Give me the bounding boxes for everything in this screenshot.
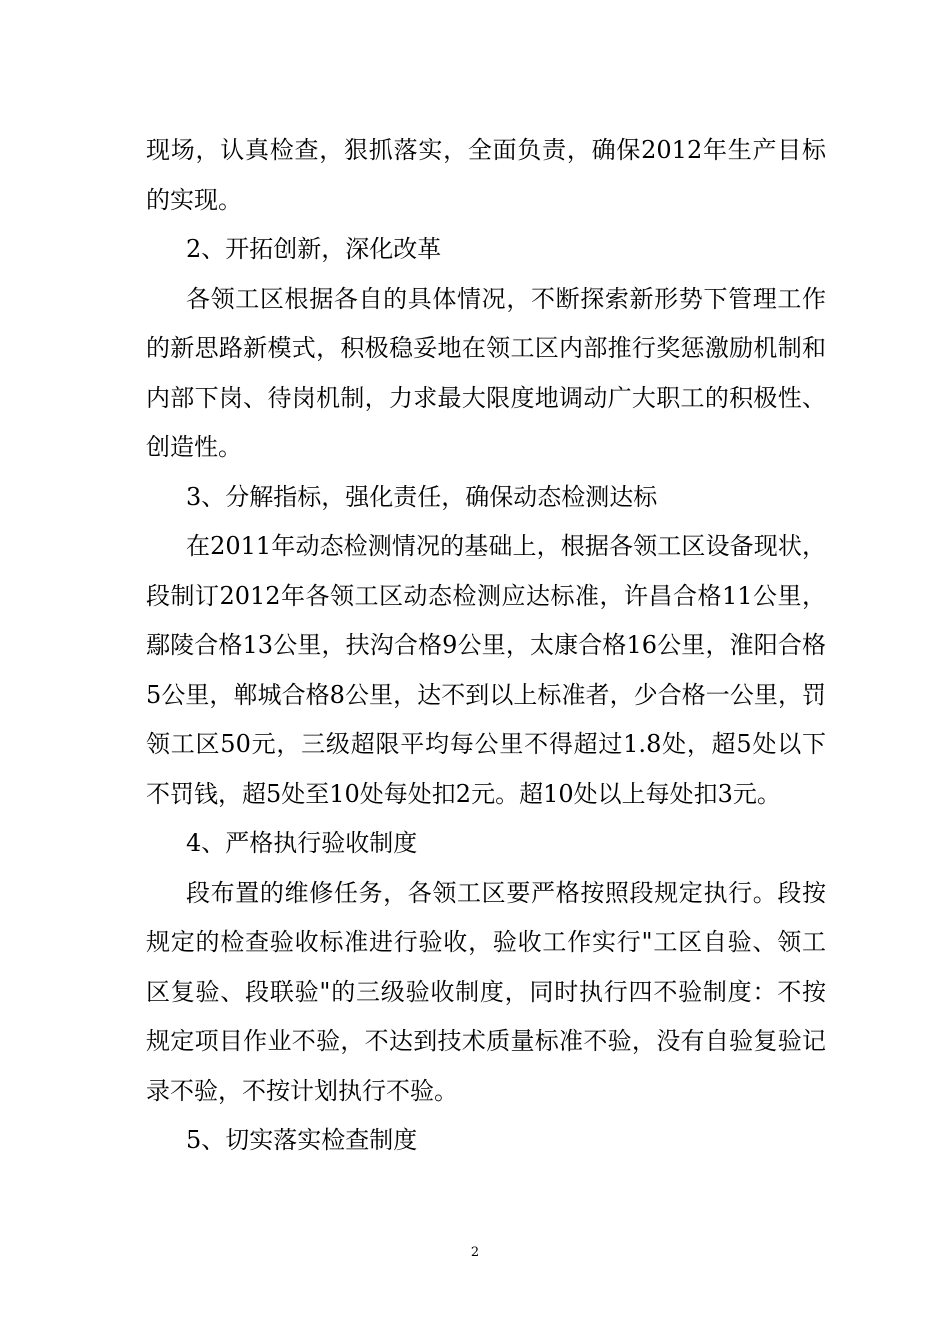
paragraph-acceptance: 段布置的维修任务，各领工区要严格按照段规定执行。段按规定的检查验收标准进行验收，验收工作实行"工区自验、领工区复验、段联验"的三级验收制度，同时执行四不验制度：不按规定项目作业不验，不达到技术质量标准不验，没有自验复验记录不验，不按计划执行不验。 (146, 878, 826, 1105)
document-body (146, 126, 826, 1166)
paragraph-reform: 各领工区根据各自的具体情况，不断探索新形势下管理工作的新思路新模式，积极稳妥地在领工区内部推行奖惩激励机制和内部下岗、待岗机制，力求最大限度地调动广大职工的积极性、创造性。 (146, 284, 826, 461)
page-number: 2 (470, 1245, 480, 1260)
section-heading-5: 5、切实落实检查制度 (186, 1126, 418, 1154)
section-heading-3: 3、分解指标，强化责任，确保动态检测达标 (186, 482, 658, 511)
section-heading-4: 4、严格执行验收制度 (186, 829, 418, 857)
section-heading-2: 2、开拓创新，深化改革 (186, 235, 442, 263)
paragraph-dynamic-detection: 在2011年动态检测情况的基础上，根据各领工区设备现状，段制订2012年各领工区动态检测应达标准，许昌合格11公里，鄢陵合格13公里，扶沟合格9公里，太康合格16公里，淮阳合格5公里，郸城合格8公里，达不到以上标准者，少合格一公里，罚领工区50元，三级超限平均每公里不得超过1.8处，超5处以下不罚钱，超5处至10处每处扣2元。超10处以上每处扣3元。 (146, 532, 826, 808)
paragraph-continuation: 现场，认真检查，狠抓落实，全面负责，确保2012年生产目标的实现。 (146, 136, 826, 214)
